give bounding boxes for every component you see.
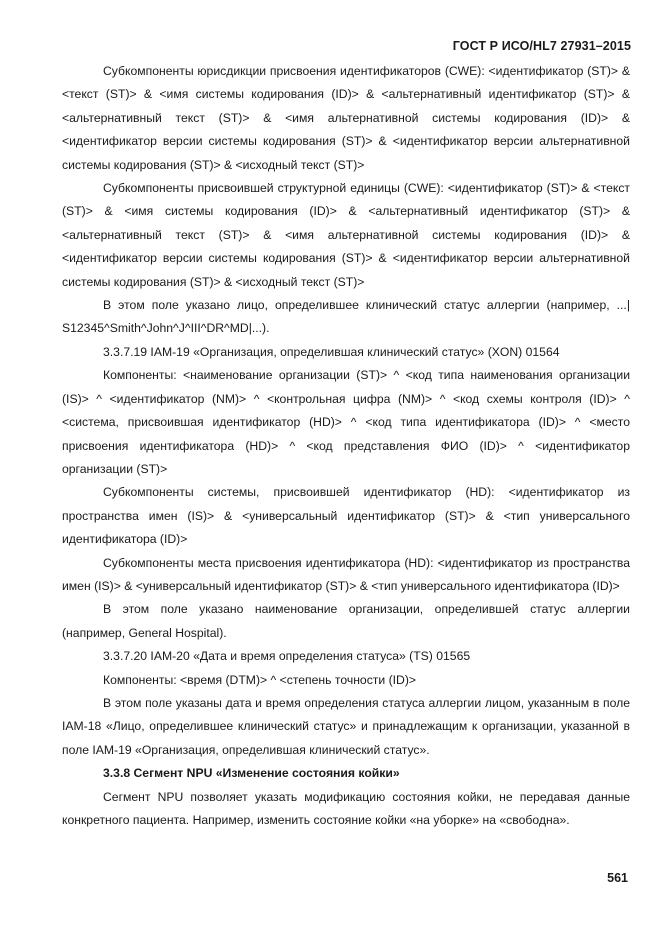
paragraph-iam-20-components: Компоненты: <время (DTM)> ^ <степень точности (ID)> [103,672,417,687]
field-heading-iam-19: 3.3.7.19 IAM-19 «Организация, определившая клинический статус» (XON) 01564 [103,344,560,359]
paragraph-datetime-description: В этом поле указаны дата и время определения статуса аллергии лицом, указанным в поле IAM-18 «Лицо, определившее клинический статус» и принадлежащим к организации, указанной в поле IAM-19 «Организация, определившая клинический статус». [62,695,630,757]
section-heading-npu: 3.3.8 Сегмент NPU «Изменение состояния койки» [103,766,400,781]
running-header: ГОСТ Р ИСО/HL7 27931–2015 [452,39,631,53]
paragraph-iam-19-components: Компоненты: <наименование организации (ST)> ^ <код типа наименования организации (IS)> ^ <идентификатор (NM)> ^ <контрольная цифра (NM)> ^ <код схемы контроля (ID)> ^ <система, присвоившая идентификатор (HD)> ^ <код типа идентификатора (ID)> ^ <место присвоения идентификатора (HD)> ^ <код представления ФИО (ID)> ^ <идентификатор организации (ST)> [62,368,630,476]
paragraph-organization-description: В этом поле указано наименование организации, определившей статус аллергии (например, General Hospital). [62,602,630,640]
body-text [62,60,630,832]
paragraph-structural-unit-subcomponents: Субкомпоненты присвоившей структурной единицы (CWE): <идентификатор (ST)> & <текст (ST)> & <имя системы кодирования (ID)> & <альтернативный идентификатор (ST)> & <альтернативный текст (ST)> & <имя альтернативной системы кодирования (ID)> & <идентификатор версии системы кодирования (ST)> & <идентификатор версии альтернативной системы кодирования (ST)> & <исходный текст (ST)> [62,181,630,289]
paragraph-npu-description: Сегмент NPU позволяет указать модификацию состояния койки, не передавая данные конкретного пациента. Например, изменить состояние койки «на уборке» на «свободна». [62,789,630,827]
page-number: 561 [607,871,628,885]
paragraph-assigning-place-subcomponents: Субкомпоненты места присвоения идентификатора (HD): <идентификатор из пространства имен (IS)> & <универсальный идентификатор (ST)> & <тип универсального идентификатора (ID)> [62,555,630,593]
field-heading-iam-20: 3.3.7.20 IAM-20 «Дата и время определения статуса» (TS) 01565 [103,649,471,664]
paragraph-assigning-system-subcomponents: Субкомпоненты системы, присвоившей идентификатор (HD): <идентификатор из пространства имен (IS)> & <универсальный идентификатор (ST)> & <тип универсального идентификатора (ID)> [62,485,630,547]
paragraph-status-person-description: В этом поле указано лицо, определившее клинический статус аллергии (например, ...| S12345^Smith^John^J^III^DR^MD|...). [62,298,630,336]
paragraph-jurisdiction-subcomponents: Субкомпоненты юрисдикции присвоения идентификаторов (CWE): <идентификатор (ST)> & <текст (ST)> & <имя системы кодирования (ID)> & <альтернативный идентификатор (ST)> & <альтернативный текст (ST)> & <имя альтернативной системы кодирования (ID)> & <идентификатор версии системы кодирования (ST)> & <идентификатор версии альтернативной системы кодирования (ST)> & <исходный текст (ST)> [62,64,630,172]
